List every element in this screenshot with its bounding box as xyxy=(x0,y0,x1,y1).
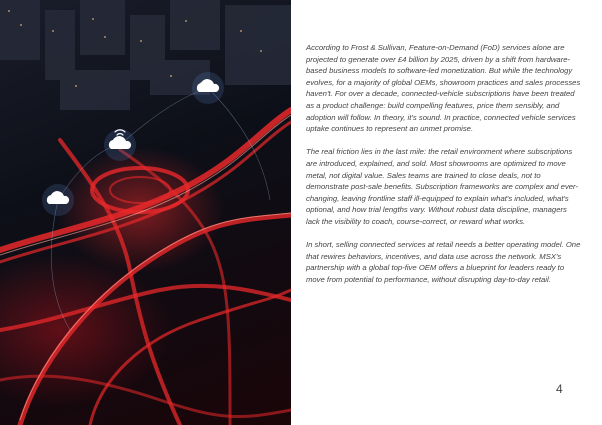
page-number: 4 xyxy=(556,382,563,396)
cloud-icon xyxy=(42,184,74,216)
paragraph-1: According to Frost & Sullivan, Feature-on-Demand (FoD) services alone are projected to generate over £4 billion by 2025, driven by a shift from hardware-based business models to software-led monetization. But while the technology evolves, for a majority of global OEMs, showroom practices and sales processes haven't. For over a decade, connected-vehicle subscriptions have been treated as a product challenge: build compelling features, price them sensibly, and adoption will follow. In theory, it's sound. In practice, connected vehicle services uptake continues to represent an unmet promise. xyxy=(306,43,581,134)
cloud-icon xyxy=(192,72,224,104)
cloud-wifi-icon xyxy=(104,129,136,161)
highway-illustration xyxy=(0,0,291,425)
body-text xyxy=(306,42,582,297)
hero-image-highway-interchange xyxy=(0,0,291,425)
paragraph-3: In short, selling connected services at retail needs a better operating model. One that rewires behaviors, incentives, and data use across the network. MSX's partnership with a global top-five OEM offers a blueprint for leaders ready to move from potential to performance, without disrupting day-to-day retail. xyxy=(306,240,581,284)
paragraph-2: The real friction lies in the last mile: the retail environment where subscriptions are introduced, explained, and sold. Most showrooms are optimized to move metal, not digital value. Sales teams are trained to close deals, not to demonstrate post-sale benefits. Subscription frameworks are complex and ever-changing, leaving frontline staff ill-equipped to explain what's included, what's optional, and how trial lengths vary. Without robust data discipline, managers lack the visibility to coach, course-correct, or reward what works. xyxy=(306,147,579,226)
